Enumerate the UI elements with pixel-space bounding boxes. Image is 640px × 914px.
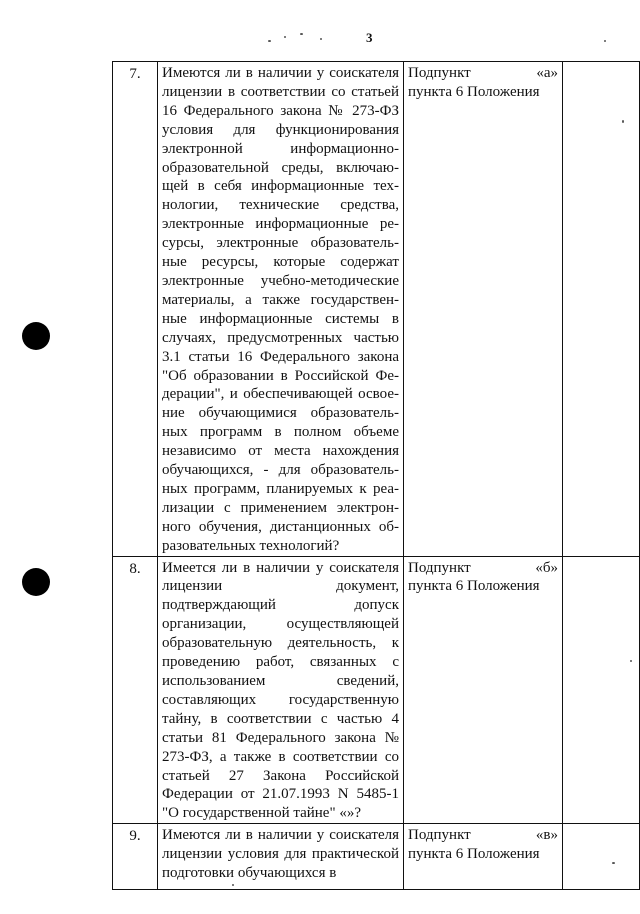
reference-text	[408, 824, 558, 864]
question-cell	[158, 62, 404, 557]
row-number: 8.	[113, 556, 158, 824]
table-row	[113, 556, 640, 824]
requirements-table	[112, 61, 640, 890]
scan-speck	[284, 36, 286, 38]
reference-text	[408, 62, 558, 102]
answer-cell	[563, 62, 640, 557]
table-row	[113, 824, 640, 890]
question-cell	[158, 556, 404, 824]
page-number: 3	[366, 30, 373, 45]
reference-letter: «б»	[535, 559, 558, 576]
punch-hole-top	[22, 322, 50, 350]
answer-cell	[563, 824, 640, 890]
reference-letter: «а»	[536, 65, 558, 81]
scan-speck	[300, 33, 303, 35]
reference-rest: пункта 6 Положения	[408, 578, 540, 595]
reference-rest: пункта 6 Положения	[408, 846, 540, 863]
reference-rest: пункта 6 Положения	[408, 83, 540, 100]
reference-cell	[404, 824, 563, 890]
question-cell	[158, 824, 404, 890]
reference-cell	[404, 62, 563, 557]
scan-speck	[268, 40, 271, 42]
scan-speck	[604, 40, 606, 42]
punch-hole-bottom	[22, 568, 50, 596]
reference-word: Подпункт	[408, 559, 471, 576]
reference-word: Подпункт	[408, 827, 471, 844]
reference-cell	[404, 556, 563, 824]
question-text: Имеются ли в наличии у соискателя лицензии в соответствии со статьей 16 Федерального закона № 273-ФЗ условия для функционирования электронной информационно-образовательной среды, включаю-щей в себя информационные тех-нологии, технические средства, электронные информационные ре-сурсы, электронные образователь-ные ресурсы, которые содержат электронные учебно-методические материалы, а также государствен-ные информационные системы в случаях, предусмотренных частью 3.1 статьи 16 Федерального закона "Об образовании в Российской Фе-дерации", и обеспечивающей освое-ние обучающимися образователь-ных программ в полном объеме независимо от места нахождения обучающихся, - для образователь-ных программ, планируемых к реа-лизации с применением электрон-ного обучения, дистанционных об-разовательных технологий?	[162, 65, 399, 554]
row-number: 7.	[113, 62, 158, 557]
reference-letter: «в»	[535, 827, 558, 844]
answer-cell	[563, 556, 640, 824]
question-text: Имеется ли в наличии у соискателя лицензии документ, подтверждающий допуск организации, осуществляющей образовательную деятельность, к проведению работ, связанных с использованием сведений, составляющих государственную тайну, в соответствии с частью 4 статьи 81 Федерального закона № 273-ФЗ, а также в соответствии со статьей 27 Закона Российской Федерации от 21.07.1993 N 5485-1 "О государственной тайне" «»?	[162, 559, 399, 822]
row-number: 9.	[113, 824, 158, 890]
table-row	[113, 62, 640, 557]
reference-text	[408, 557, 558, 597]
scan-speck	[320, 38, 322, 40]
reference-word: Подпункт	[408, 65, 471, 81]
question-text: Имеются ли в наличии у соискателя лицензии условия для практической подготовки обучающихся в	[162, 827, 399, 882]
